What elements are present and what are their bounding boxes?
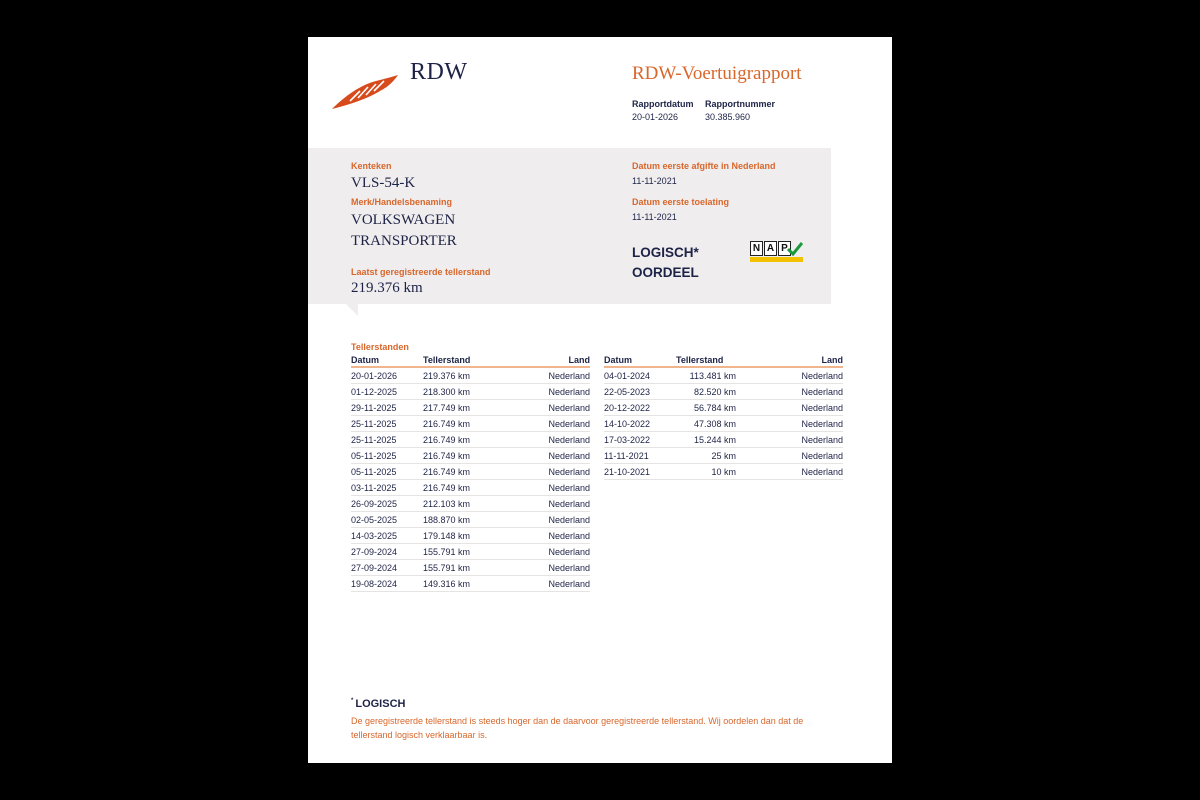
reading-value: 10 km: [676, 464, 736, 480]
odometer-value: 219.376 km: [351, 280, 423, 296]
reading-country: Nederland: [736, 384, 843, 400]
table-row: [351, 560, 590, 576]
odometer-label: Laatst geregistreerde tellerstand: [351, 267, 491, 277]
reading-date: 02-05-2025: [351, 512, 423, 528]
reading-date: 20-01-2026: [351, 367, 423, 384]
table-row: [351, 512, 590, 528]
column-header-country: Land: [483, 354, 590, 367]
reading-value: 216.749 km: [423, 416, 483, 432]
readings-section-label: Tellerstanden: [351, 342, 409, 352]
reading-value: 113.481 km: [676, 367, 736, 384]
table-row: [351, 544, 590, 560]
reading-value: 155.791 km: [423, 544, 483, 560]
table-row: [351, 400, 590, 416]
readings-table-right: [604, 354, 843, 480]
table-row: [351, 448, 590, 464]
reading-value: 179.148 km: [423, 528, 483, 544]
reading-value: 25 km: [676, 448, 736, 464]
reading-value: 155.791 km: [423, 560, 483, 576]
odometer-judgement: [632, 243, 699, 283]
vehicle-report-page: [308, 37, 892, 763]
reading-date: 25-11-2025: [351, 432, 423, 448]
reading-country: Nederland: [483, 400, 590, 416]
footnote-marker: *: [351, 698, 354, 704]
nap-letter: A: [764, 241, 777, 256]
reading-country: Nederland: [736, 400, 843, 416]
reading-date: 29-11-2025: [351, 400, 423, 416]
judgement-line-2: OORDEEL: [632, 265, 699, 280]
table-row: [351, 367, 590, 384]
table-row: [604, 416, 843, 432]
reading-value: 217.749 km: [423, 400, 483, 416]
reading-country: Nederland: [483, 464, 590, 480]
nap-letter: P: [778, 241, 791, 256]
reading-date: 11-11-2021: [604, 448, 676, 464]
nap-letter: N: [750, 241, 763, 256]
reading-date: 17-03-2022: [604, 432, 676, 448]
first-issue-nl-value: 11-11-2021: [632, 176, 677, 186]
nap-yellow-bar: [750, 257, 803, 262]
reading-country: Nederland: [483, 432, 590, 448]
table-row: [351, 528, 590, 544]
reading-country: Nederland: [736, 416, 843, 432]
table-header-row: [351, 354, 590, 367]
footnote-title-text: LOGISCH: [355, 698, 406, 710]
reading-value: 218.300 km: [423, 384, 483, 400]
first-admission-value: 11-11-2021: [632, 212, 677, 222]
reading-country: Nederland: [483, 480, 590, 496]
table-row: [351, 464, 590, 480]
first-issue-nl-label: Datum eerste afgifte in Nederland: [632, 161, 776, 171]
table-row: [351, 480, 590, 496]
reading-date: 25-11-2025: [351, 416, 423, 432]
table-row: [351, 432, 590, 448]
reading-country: Nederland: [483, 384, 590, 400]
table-row: [604, 384, 843, 400]
table-header-row: [604, 354, 843, 367]
reading-value: 216.749 km: [423, 464, 483, 480]
column-header-reading: Tellerstand: [676, 354, 736, 367]
reading-value: 216.749 km: [423, 448, 483, 464]
plate-label: Kenteken: [351, 161, 392, 171]
reading-date: 05-11-2025: [351, 448, 423, 464]
reading-country: Nederland: [483, 496, 590, 512]
reading-value: 56.784 km: [676, 400, 736, 416]
column-header-country: Land: [736, 354, 843, 367]
judgement-line-1: LOGISCH*: [632, 245, 699, 260]
reading-date: 05-11-2025: [351, 464, 423, 480]
reading-date: 03-11-2025: [351, 480, 423, 496]
nap-letters: [750, 241, 791, 255]
reading-date: 26-09-2025: [351, 496, 423, 512]
reading-date: 01-12-2025: [351, 384, 423, 400]
table-row: [604, 464, 843, 480]
table-row: [351, 384, 590, 400]
reading-country: Nederland: [483, 512, 590, 528]
reading-country: Nederland: [736, 367, 843, 384]
table-row: [351, 496, 590, 512]
reading-date: 14-10-2022: [604, 416, 676, 432]
footnote-title: [351, 698, 405, 710]
reading-country: Nederland: [736, 448, 843, 464]
table-row: [604, 448, 843, 464]
reading-value: 82.520 km: [676, 384, 736, 400]
report-date-label: Rapportdatum: [632, 99, 694, 109]
column-header-reading: Tellerstand: [423, 354, 483, 367]
model-value: TRANSPORTER: [351, 233, 457, 249]
plate-value: VLS-54-K: [351, 175, 416, 191]
reading-country: Nederland: [483, 367, 590, 384]
brand-value: VOLKSWAGEN: [351, 212, 456, 228]
reading-country: Nederland: [736, 432, 843, 448]
checkmark-icon: [787, 241, 803, 256]
table-row: [604, 432, 843, 448]
reading-value: 47.308 km: [676, 416, 736, 432]
brand-label: Merk/Handelsbenaming: [351, 197, 453, 207]
reading-country: Nederland: [483, 544, 590, 560]
reading-date: 04-01-2024: [604, 367, 676, 384]
reading-date: 27-09-2024: [351, 560, 423, 576]
column-header-date: Datum: [604, 354, 676, 367]
report-date: 20-01-2026: [632, 112, 679, 122]
reading-value: 188.870 km: [423, 512, 483, 528]
reading-country: Nederland: [483, 528, 590, 544]
reading-value: 216.749 km: [423, 480, 483, 496]
table-row: [351, 576, 590, 592]
reading-value: 212.103 km: [423, 496, 483, 512]
table-row: [604, 400, 843, 416]
reading-date: 22-05-2023: [604, 384, 676, 400]
report-title: RDW-Voertuigrapport: [632, 63, 802, 84]
table-row: [351, 416, 590, 432]
logo-text: RDW: [410, 59, 468, 85]
reading-date: 21-10-2021: [604, 464, 676, 480]
reading-value: 15.244 km: [676, 432, 736, 448]
reading-country: Nederland: [483, 448, 590, 464]
reading-date: 20-12-2022: [604, 400, 676, 416]
report-number-label: Rapportnummer: [705, 99, 776, 109]
rdw-feather-logo-icon: [330, 71, 400, 111]
reading-country: Nederland: [483, 416, 590, 432]
first-admission-label: Datum eerste toelating: [632, 197, 730, 207]
table-row: [604, 367, 843, 384]
readings-table-left: [351, 354, 590, 592]
reading-value: 216.749 km: [423, 432, 483, 448]
reading-country: Nederland: [483, 576, 590, 592]
reading-value: 149.316 km: [423, 576, 483, 592]
reading-country: Nederland: [483, 560, 590, 576]
column-header-date: Datum: [351, 354, 423, 367]
nap-badge: [750, 241, 803, 263]
reading-date: 19-08-2024: [351, 576, 423, 592]
panel-notch: [346, 304, 358, 316]
reading-value: 219.376 km: [423, 367, 483, 384]
reading-country: Nederland: [736, 464, 843, 480]
report-number: 30.385.960: [705, 112, 751, 122]
footnote-text: De geregistreerde tellerstand is steeds hoger dan de daarvoor geregistreerde tellerstand. Wij oordelen dan dat de tellerstand logisch verklaarbaar is.: [351, 716, 804, 740]
reading-date: 27-09-2024: [351, 544, 423, 560]
reading-date: 14-03-2025: [351, 528, 423, 544]
